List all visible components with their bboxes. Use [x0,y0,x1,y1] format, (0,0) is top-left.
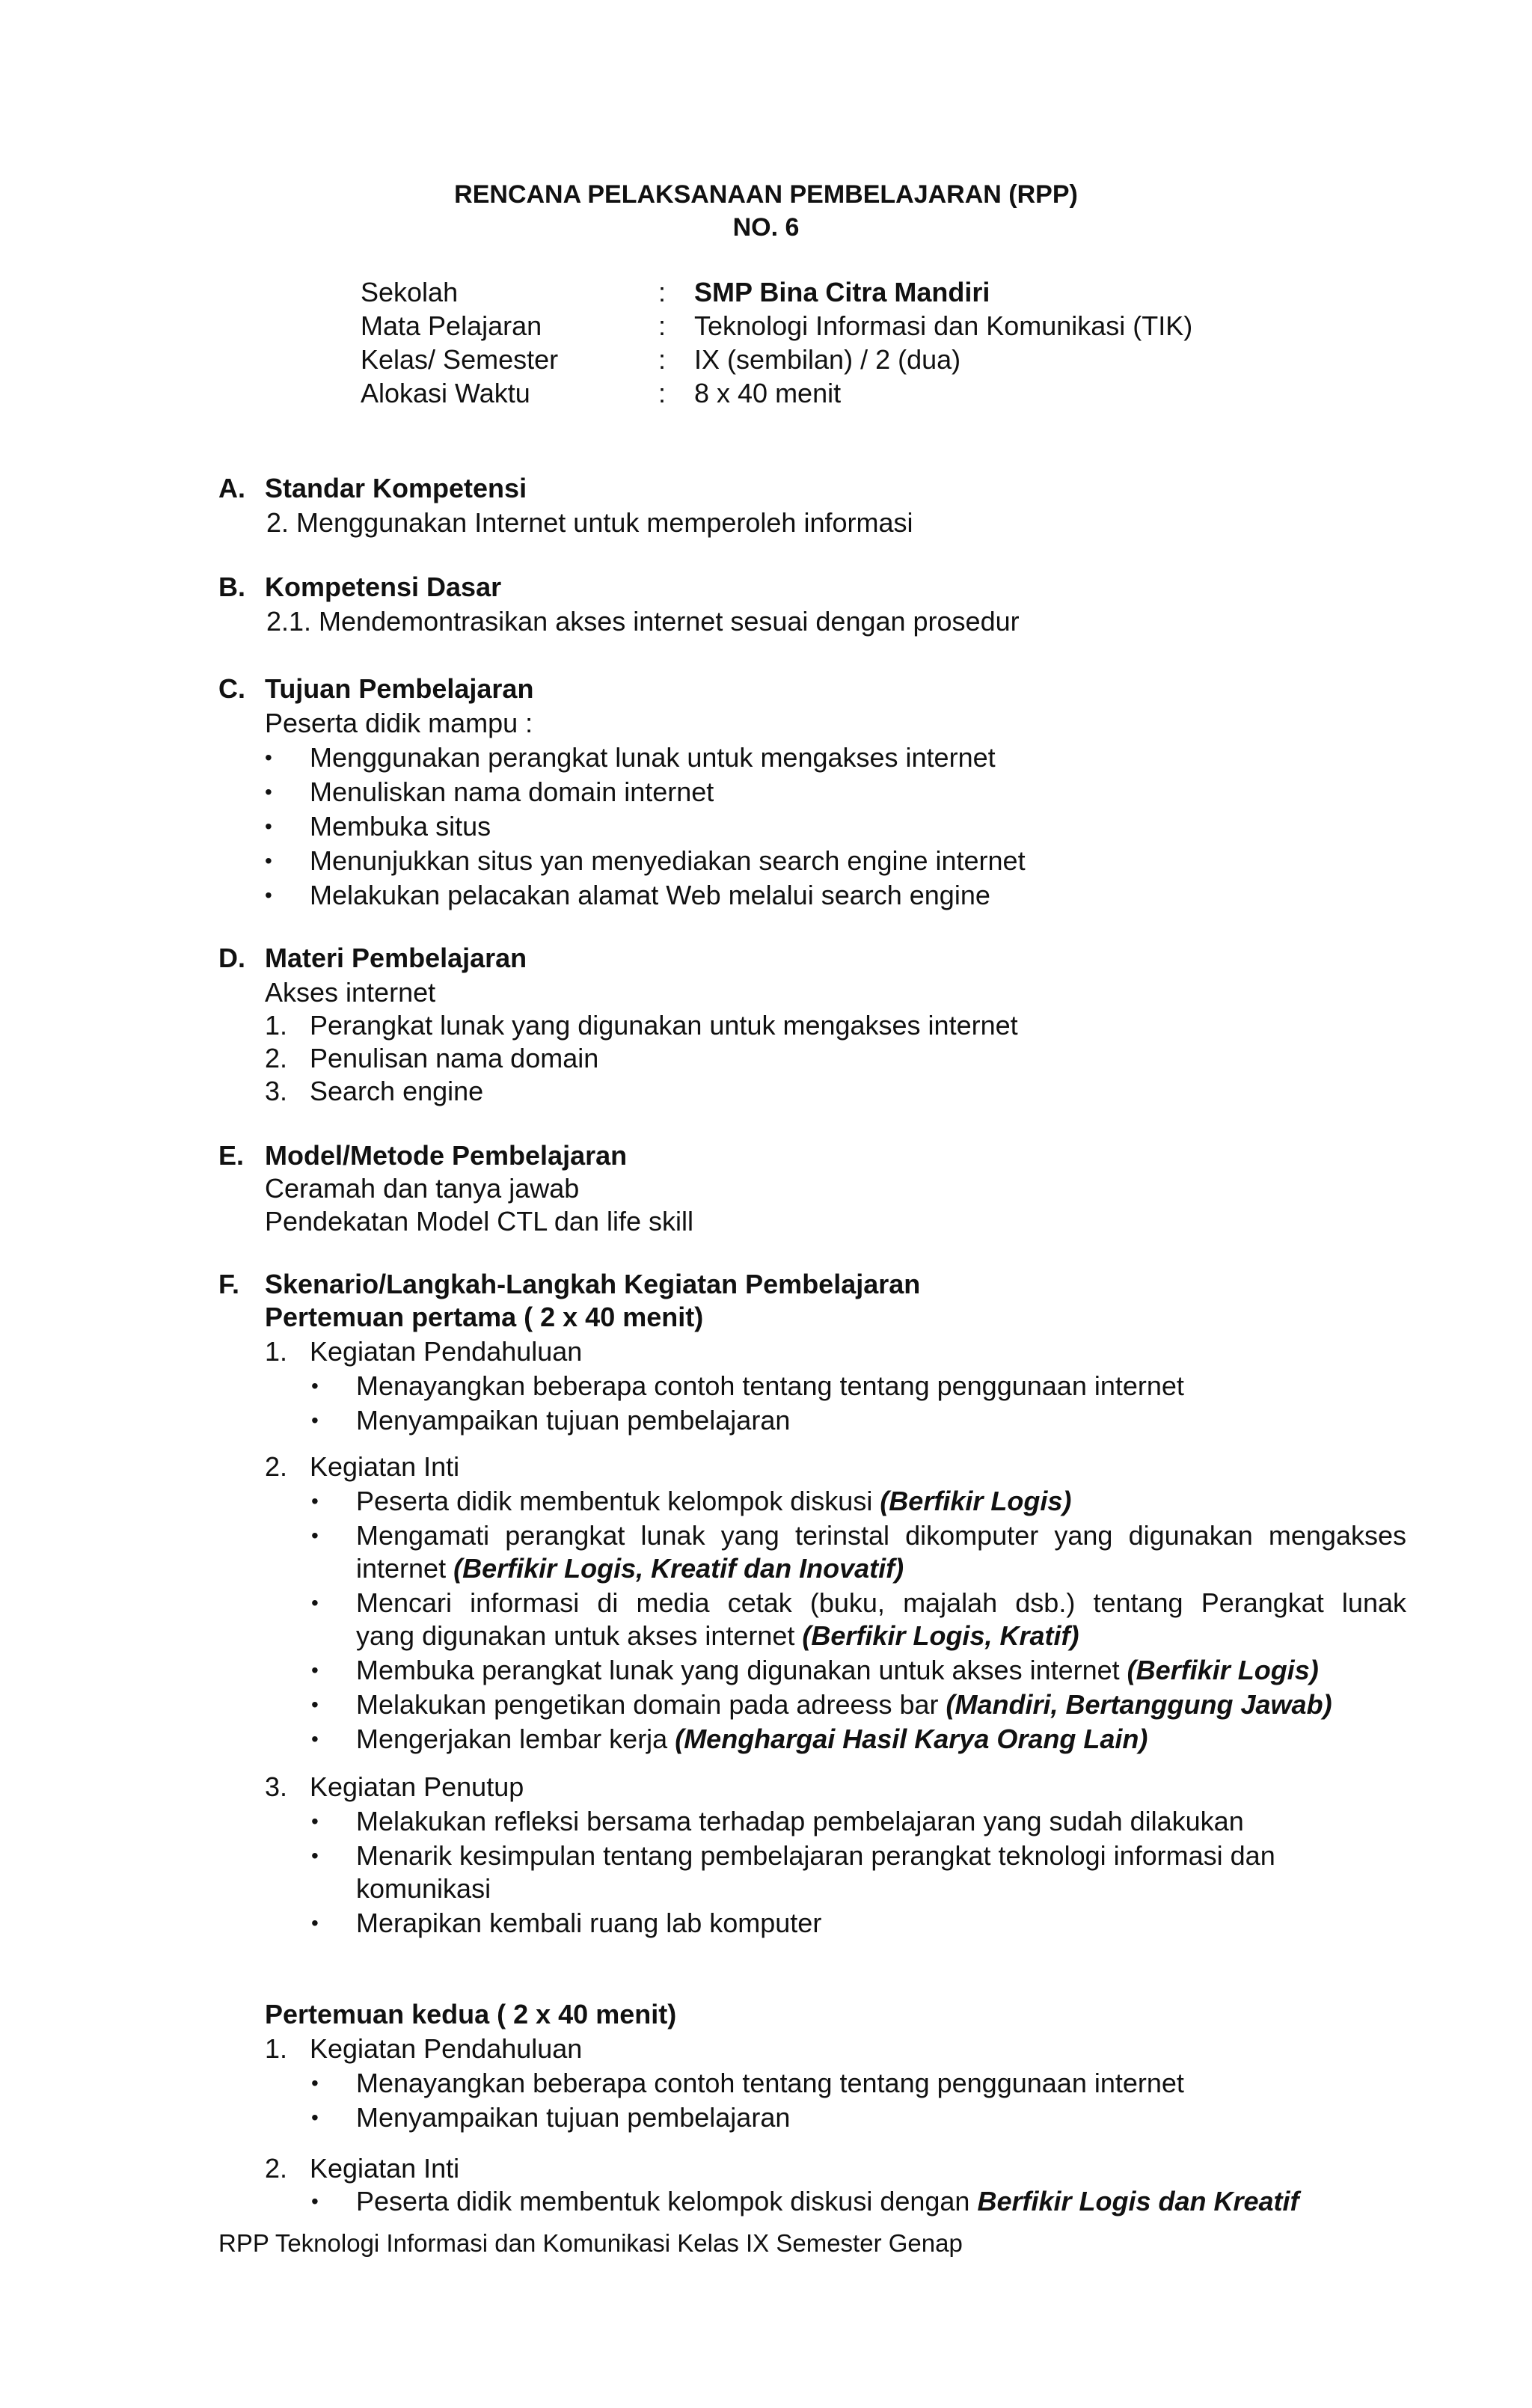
identity-label: Sekolah [361,277,459,307]
bullet-icon: • [265,746,272,769]
bullet-icon: • [311,2071,319,2095]
bullet-icon: • [311,1911,319,1934]
section-title: Skenario/Langkah-Langkah Kegiatan Pembelajaran [265,1269,921,1299]
identity-colon: : [658,344,667,375]
section-b-body: 2.1. Mendemontrasikan akses internet sesuai dengan prosedur [266,606,1020,637]
section-e-line: Pendekatan Model CTL dan life skill [265,1206,693,1237]
identity-row-school [361,275,1192,309]
identity-value-school: SMP Bina Citra Mandiri [694,277,990,307]
section-title: Kompetensi Dasar [265,572,502,602]
section-c-intro: Peserta didik mampu : [265,708,533,738]
list-item-continuation: yang digunakan untuk akses internet (Berfikir Logis, Kratif) [356,1620,1079,1651]
list-item-continuation: komunikasi [356,1873,491,1904]
identity-table [361,275,1192,410]
section-letter: C. [218,673,245,704]
identity-row-time [361,376,1192,410]
section-letter: E. [218,1140,245,1171]
identity-colon: : [658,378,667,408]
identity-colon: : [658,277,667,307]
list-item-continuation: internet (Berfikir Logis, Kreatif dan Inovatif) [356,1553,904,1584]
bullet-icon: • [265,883,272,907]
section-letter: D. [218,943,245,973]
section-title: Tujuan Pembelajaran [265,673,534,704]
list-item-text: Mencari informasi di media cetak (buku, majalah dsb.) tentang Perangkat lunak [356,1587,1406,1618]
bullet-icon: • [311,2106,319,2129]
section-letter: F. [218,1269,240,1299]
bullet-icon: • [311,1693,319,1716]
section-title: Model/Metode Pembelajaran [265,1140,628,1171]
identity-label: Kelas/ Semester [361,344,559,375]
bullet-icon: • [311,1844,319,1867]
bullet-icon: • [311,2190,319,2213]
identity-value-subject: Teknologi Informasi dan Komunikasi (TIK) [694,310,1193,341]
bullet-icon: • [265,849,272,872]
meeting-2-title: Pertemuan kedua ( 2 x 40 menit) [265,1999,677,2029]
identity-row-subject [361,309,1192,343]
section-d-intro: Akses internet [265,977,436,1008]
list-item-text: Mengamati perangkat lunak yang terinstal dikomputer yang digunakan mengakses [356,1520,1406,1551]
section-a-body: 2. Menggunakan Internet untuk memperoleh informasi [266,507,913,538]
identity-colon: : [658,310,667,341]
document-number: NO. 6 [732,213,800,242]
section-letter: A. [218,473,245,503]
bullet-icon: • [311,1524,319,1547]
page-footer: RPP Teknologi Informasi dan Komunikasi Kelas IX Semester Genap [218,2229,963,2257]
meeting-1-title: Pertemuan pertama ( 2 x 40 menit) [265,1302,704,1332]
identity-value-class: IX (sembilan) / 2 (dua) [694,344,961,375]
bullet-icon: • [311,1727,319,1750]
section-title: Standar Kompetensi [265,473,527,503]
section-letter: B. [218,572,245,602]
bullet-icon: • [311,1591,319,1614]
identity-row-class [361,343,1192,376]
section-title: Materi Pembelajaran [265,943,527,973]
bullet-icon: • [311,1374,319,1397]
bullet-icon: • [311,1658,319,1682]
identity-value-time: 8 x 40 menit [694,378,842,408]
document-title: RENCANA PELAKSANAAN PEMBELAJARAN (RPP) [454,180,1078,209]
bullet-icon: • [265,780,272,803]
bullet-icon: • [311,1409,319,1432]
identity-label: Mata Pelajaran [361,310,542,341]
bullet-icon: • [311,1810,319,1833]
bullet-icon: • [311,1489,319,1513]
section-e-line: Ceramah dan tanya jawab [265,1173,580,1204]
identity-label: Alokasi Waktu [361,378,530,408]
bullet-icon: • [265,815,272,838]
